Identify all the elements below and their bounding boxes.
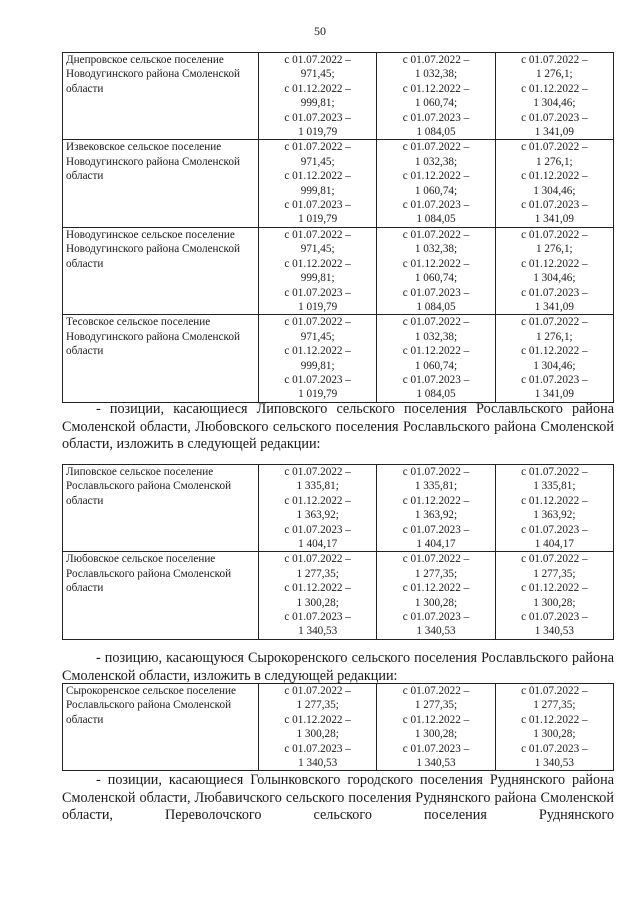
tariff-date: с 01.12.2022 – bbox=[521, 170, 588, 183]
tariff-date: с 01.07.2022 – bbox=[402, 54, 470, 66]
tariff-value: 1 277,35; bbox=[533, 567, 576, 580]
tariff-date: с 01.12.2022 – bbox=[284, 582, 351, 595]
tariff-date: с 01.07.2023 – bbox=[521, 199, 588, 212]
tariff-date: с 01.07.2022 – bbox=[402, 553, 470, 566]
tariff-date: с 01.12.2022 – bbox=[284, 170, 351, 183]
settlement-name: Днепровское сельское поселение Новодугинского района Смоленской области bbox=[63, 53, 259, 140]
table-row bbox=[63, 140, 614, 227]
tariff-date: с 01.07.2022 – bbox=[284, 141, 351, 154]
tariff-cell bbox=[377, 53, 495, 140]
tariff-date: с 01.12.2022 – bbox=[284, 494, 351, 507]
tariff-cell bbox=[259, 140, 377, 227]
tariff-value: 999,81; bbox=[300, 272, 335, 285]
tariff-value: 1 363,92; bbox=[296, 509, 339, 522]
tariff-date: с 01.07.2022 – bbox=[521, 54, 588, 66]
tariff-date: с 01.07.2023 – bbox=[521, 523, 588, 536]
tariff-value: 1 060,74; bbox=[414, 97, 458, 110]
tariff-value: 1 019,79 bbox=[298, 388, 338, 401]
tariff-value: 1 277,35; bbox=[533, 699, 576, 712]
tariff-date: с 01.07.2022 – bbox=[521, 141, 588, 154]
tariff-date: с 01.07.2023 – bbox=[402, 111, 470, 124]
tariff-cell bbox=[377, 227, 495, 314]
tariff-date: с 01.07.2023 – bbox=[521, 373, 588, 386]
tariff-value: 1 304,46; bbox=[533, 97, 576, 110]
tariff-value: 1 032,38; bbox=[414, 330, 458, 343]
tariff-date: с 01.12.2022 – bbox=[521, 257, 588, 270]
tariff-cell bbox=[377, 315, 495, 402]
settlement-name: Липовское сельское поселение Рославльского района Смоленской области bbox=[63, 465, 259, 552]
tariff-date: с 01.07.2023 – bbox=[521, 111, 588, 124]
tariff-cell bbox=[259, 465, 377, 552]
tariff-value: 1 304,46; bbox=[533, 359, 576, 372]
tariff-cell bbox=[495, 684, 613, 771]
tariff-date: с 01.07.2022 – bbox=[521, 685, 588, 697]
tariff-cell bbox=[495, 140, 613, 227]
tariff-cell bbox=[495, 315, 613, 402]
settlement-name: Тесовское сельское поселение Новодугинского района Смоленской области bbox=[63, 315, 259, 402]
tariff-value: 999,81; bbox=[300, 359, 335, 372]
tariff-date: с 01.07.2023 – bbox=[284, 199, 351, 212]
settlement-name: Новодугинское сельское поселение Новодугинского района Смоленской области bbox=[63, 227, 259, 314]
tariff-cell bbox=[259, 552, 377, 639]
paragraph-syrokorenskoe: - позицию, касающуюся Сырокоренского сельского поселения Рославльского района Смоленской области, изложить в следующей редакции: bbox=[62, 650, 614, 684]
table-row bbox=[63, 552, 614, 639]
tariff-value: 1 277,35; bbox=[296, 567, 339, 580]
tariff-value: 1 084,05 bbox=[416, 213, 456, 226]
tariff-value: 1 300,28; bbox=[414, 596, 458, 609]
tariff-date: с 01.12.2022 – bbox=[402, 494, 470, 507]
tariff-value: 1 300,28; bbox=[533, 596, 576, 609]
tariff-date: с 01.07.2022 – bbox=[521, 553, 588, 566]
page-number: 50 bbox=[314, 24, 326, 38]
tariff-value: 1 019,79 bbox=[298, 126, 338, 139]
tariff-cell bbox=[377, 140, 495, 227]
tariff-date: с 01.12.2022 – bbox=[284, 713, 351, 726]
tariff-date: с 01.07.2023 – bbox=[402, 373, 470, 386]
tariff-date: с 01.07.2023 – bbox=[284, 373, 351, 386]
tariff-value: 1 304,46; bbox=[533, 272, 576, 285]
tariff-value: 1 276,1; bbox=[535, 68, 573, 81]
tariff-value: 1 084,05 bbox=[416, 300, 456, 313]
tariff-cell bbox=[377, 684, 495, 771]
tariff-value: 999,81; bbox=[300, 184, 335, 197]
tariff-date: с 01.07.2022 – bbox=[402, 141, 470, 154]
tariff-date: с 01.07.2023 – bbox=[284, 523, 351, 536]
tariff-date: с 01.12.2022 – bbox=[284, 257, 351, 270]
tariff-value: 1 060,74; bbox=[414, 272, 458, 285]
tariff-date: с 01.12.2022 – bbox=[402, 582, 470, 595]
tariff-value: 971,45; bbox=[300, 243, 335, 256]
tariff-value: 1 304,46; bbox=[533, 184, 576, 197]
tariff-date: с 01.07.2022 – bbox=[284, 316, 351, 329]
tariff-cell bbox=[495, 465, 613, 552]
tariff-value: 1 363,92; bbox=[533, 509, 576, 522]
settlement-name: Сырокоренское сельское поселение Рославльского района Смоленской области bbox=[63, 684, 259, 771]
table-row bbox=[63, 684, 614, 771]
tariff-cell bbox=[377, 465, 495, 552]
tariff-date: с 01.07.2023 – bbox=[402, 742, 470, 755]
paragraph-golynki-lyubavichi-perevolochye: - позиции, касающиеся Голынковского городского поселения Руднянского района Смоленской области, Любавичского сельского поселения Руднянского района Смоленской области, Переволочского сельского поселения Руднянского bbox=[62, 772, 614, 823]
tariff-date: с 01.12.2022 – bbox=[284, 345, 351, 358]
tariff-cell bbox=[495, 53, 613, 140]
tariff-value: 1 277,35; bbox=[414, 699, 458, 712]
tariff-date: с 01.12.2022 – bbox=[402, 257, 470, 270]
tariff-date: с 01.12.2022 – bbox=[521, 582, 588, 595]
tariff-value: 1 019,79 bbox=[298, 300, 338, 313]
tariff-value: 1 277,35; bbox=[296, 699, 339, 712]
tariff-date: с 01.07.2023 – bbox=[521, 611, 588, 624]
tariff-cell bbox=[377, 552, 495, 639]
table-row bbox=[63, 227, 614, 314]
tariff-value: 1 335,81; bbox=[414, 480, 458, 493]
tariff-date: с 01.07.2022 – bbox=[521, 466, 588, 478]
tariff-value: 1 340,53 bbox=[416, 625, 456, 638]
tariff-date: с 01.12.2022 – bbox=[521, 82, 588, 95]
paragraph-lipovskoe-lyubovskoe: - позиции, касающиеся Липовского сельского поселения Рославльского района Смоленской области, Любовского сельского поселения Рославльского района Смоленской области, изложить в следующей редакции: bbox=[62, 401, 614, 452]
tariff-date: с 01.07.2023 – bbox=[402, 523, 470, 536]
tariff-date: с 01.07.2022 – bbox=[402, 228, 470, 241]
tariff-cell bbox=[259, 53, 377, 140]
tariff-date: с 01.12.2022 – bbox=[402, 345, 470, 358]
tariff-date: с 01.12.2022 – bbox=[284, 82, 351, 95]
tariff-value: 1 084,05 bbox=[416, 126, 456, 139]
tariff-date: с 01.07.2022 – bbox=[284, 553, 351, 566]
tariff-value: 971,45; bbox=[300, 155, 335, 168]
tariff-value: 1 340,53 bbox=[534, 625, 574, 638]
tariff-value: 1 341,09 bbox=[534, 126, 574, 139]
settlement-name: Извековское сельское поселение Новодугинского района Смоленской области bbox=[63, 140, 259, 227]
tariff-value: 1 300,28; bbox=[296, 596, 339, 609]
table-row bbox=[63, 315, 614, 402]
tariff-date: с 01.12.2022 – bbox=[402, 170, 470, 183]
settlement-name: Любовское сельское поселение Рославльского района Смоленской области bbox=[63, 552, 259, 639]
tariff-value: 1 363,92; bbox=[414, 509, 458, 522]
tariff-value: 1 341,09 bbox=[534, 388, 574, 401]
tariff-value: 1 084,05 bbox=[416, 388, 456, 401]
tariff-date: с 01.07.2023 – bbox=[521, 742, 588, 755]
tariff-date: с 01.07.2022 – bbox=[402, 316, 470, 329]
tariff-value: 1 032,38; bbox=[414, 68, 458, 81]
tariff-date: с 01.07.2022 – bbox=[284, 54, 351, 66]
tariff-cell bbox=[495, 552, 613, 639]
tariff-value: 1 300,28; bbox=[533, 728, 576, 741]
tariff-value: 1 032,38; bbox=[414, 155, 458, 168]
tariff-value: 1 335,81; bbox=[533, 480, 576, 493]
tariff-date: с 01.12.2022 – bbox=[402, 82, 470, 95]
tariff-date: с 01.07.2023 – bbox=[284, 286, 351, 299]
tariff-table-novodugino bbox=[62, 52, 614, 403]
table-row bbox=[63, 53, 614, 140]
tariff-value: 1 340,53 bbox=[534, 757, 574, 770]
tariff-date: с 01.07.2022 – bbox=[521, 316, 588, 329]
tariff-value: 971,45; bbox=[300, 330, 335, 343]
tariff-date: с 01.07.2023 – bbox=[521, 286, 588, 299]
tariff-date: с 01.07.2022 – bbox=[284, 466, 351, 478]
tariff-value: 1 340,53 bbox=[298, 625, 338, 638]
tariff-value: 1 276,1; bbox=[535, 330, 573, 343]
tariff-table-syrokorenskoe bbox=[62, 683, 614, 771]
tariff-date: с 01.12.2022 – bbox=[521, 713, 588, 726]
tariff-table-lipovskoe-lyubovskoe bbox=[62, 464, 614, 640]
tariff-value: 1 277,35; bbox=[414, 567, 458, 580]
tariff-value: 1 341,09 bbox=[534, 213, 574, 226]
tariff-cell bbox=[495, 227, 613, 314]
tariff-date: с 01.07.2022 – bbox=[284, 685, 351, 697]
tariff-value: 1 340,53 bbox=[416, 757, 456, 770]
tariff-date: с 01.07.2022 – bbox=[402, 685, 470, 697]
tariff-cell bbox=[259, 227, 377, 314]
tariff-cell bbox=[259, 315, 377, 402]
tariff-date: с 01.07.2022 – bbox=[402, 466, 470, 478]
tariff-date: с 01.12.2022 – bbox=[402, 713, 470, 726]
tariff-date: с 01.07.2022 – bbox=[284, 228, 351, 241]
tariff-value: 1 300,28; bbox=[296, 728, 339, 741]
tariff-value: 1 019,79 bbox=[298, 213, 338, 226]
tariff-value: 1 276,1; bbox=[535, 243, 573, 256]
tariff-date: с 01.07.2022 – bbox=[521, 228, 588, 241]
tariff-value: 1 335,81; bbox=[296, 480, 339, 493]
tariff-date: с 01.07.2023 – bbox=[284, 742, 351, 755]
tariff-date: с 01.07.2023 – bbox=[284, 111, 351, 124]
tariff-date: с 01.07.2023 – bbox=[284, 611, 351, 624]
tariff-value: 1 341,09 bbox=[534, 300, 574, 313]
tariff-date: с 01.12.2022 – bbox=[521, 345, 588, 358]
tariff-date: с 01.07.2023 – bbox=[402, 611, 470, 624]
tariff-date: с 01.12.2022 – bbox=[521, 494, 588, 507]
tariff-value: 999,81; bbox=[300, 97, 335, 110]
tariff-value: 1 340,53 bbox=[298, 757, 338, 770]
tariff-value: 1 404,17 bbox=[298, 538, 338, 551]
tariff-value: 1 300,28; bbox=[414, 728, 458, 741]
tariff-value: 1 032,38; bbox=[414, 243, 458, 256]
tariff-value: 1 404,17 bbox=[416, 538, 456, 551]
tariff-date: с 01.07.2023 – bbox=[402, 286, 470, 299]
table-row bbox=[63, 465, 614, 552]
tariff-value: 1 060,74; bbox=[414, 359, 458, 372]
tariff-value: 1 404,17 bbox=[534, 538, 574, 551]
tariff-value: 971,45; bbox=[300, 68, 335, 81]
tariff-date: с 01.07.2023 – bbox=[402, 199, 470, 212]
tariff-value: 1 060,74; bbox=[414, 184, 458, 197]
tariff-cell bbox=[259, 684, 377, 771]
tariff-value: 1 276,1; bbox=[535, 155, 573, 168]
